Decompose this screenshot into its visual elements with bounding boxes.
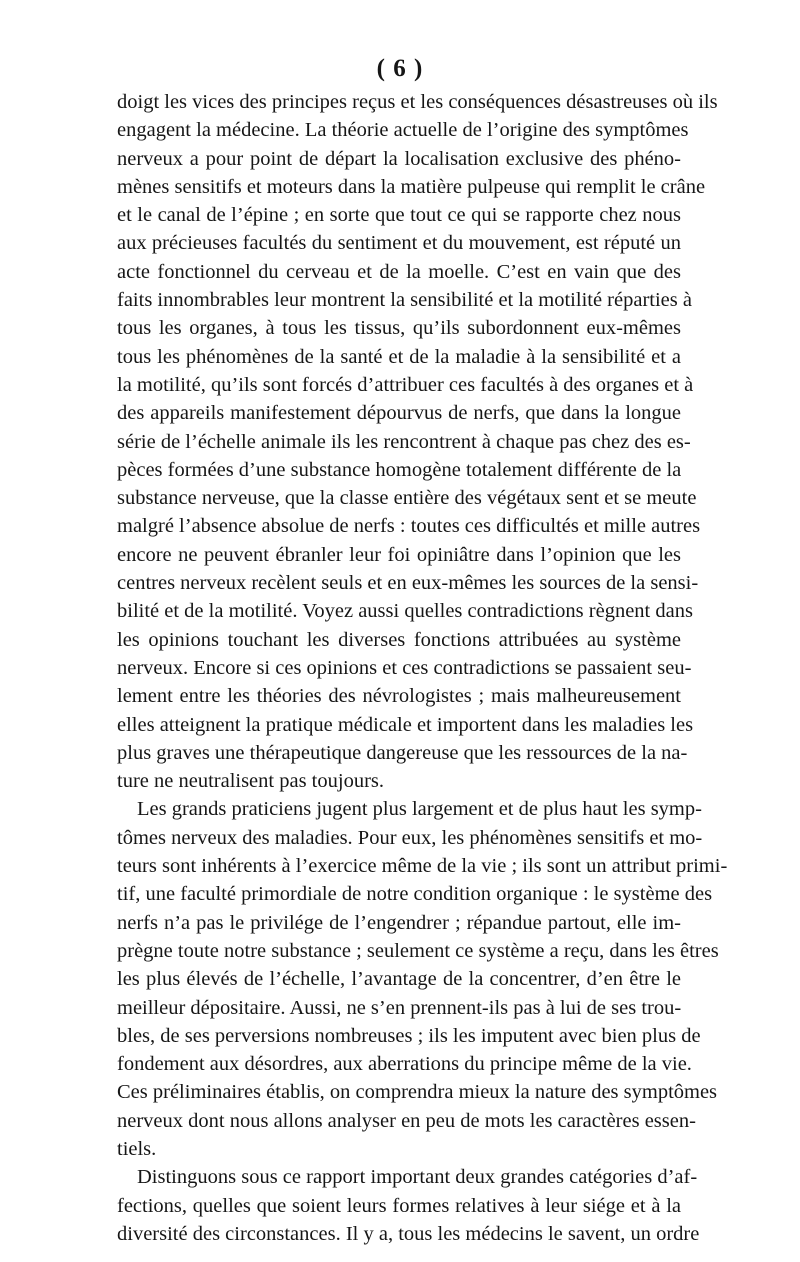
text-line: fondement aux désordres, aux aberrations du principe même de la vie.: [117, 1053, 692, 1076]
paragraph-2: [117, 795, 728, 1163]
text-line: fections, quelles que soient leurs formes relatives à leur siége et à la: [117, 1194, 681, 1217]
paragraph-3: [117, 1163, 700, 1248]
text-line: engagent la médecine. La théorie actuelle de l’origine des symptômes: [117, 119, 689, 142]
paragraph-1: [117, 88, 718, 795]
text-line: tous les organes, à tous les tissus, qu’ils subordonnent eux-mêmes: [117, 317, 681, 340]
text-line: faits innombrables leur montrent la sensibilité et la motilité réparties à: [117, 289, 692, 312]
text-line: tiels.: [117, 1137, 157, 1160]
text-line: lement entre les théories des névrologistes ; mais malheureusement: [117, 685, 681, 708]
text-line: malgré l’absence absolue de nerfs : toutes ces difficultés et mille autres: [117, 515, 701, 538]
text-line: nerveux a pour point de départ la localisation exclusive des phéno-: [117, 147, 681, 170]
page-number: ( 6 ): [376, 55, 424, 82]
text-line: nerveux dont nous allons analyser en peu de mots les caractères essen-: [117, 1109, 696, 1132]
text-line: bilité et de la motilité. Voyez aussi quelles contradictions règnent dans: [117, 600, 693, 623]
text-line: nerveux. Encore si ces opinions et ces contradictions se passaient seu-: [117, 656, 692, 679]
text-line: meilleur dépositaire. Aussi, ne s’en prennent-ils pas à lui de ses trou-: [117, 996, 682, 1019]
text-line: diversité des circonstances. Il y a, tous les médecins le savent, un ordre: [117, 1222, 700, 1245]
text-line: tômes nerveux des maladies. Pour eux, les phénomènes sensitifs et mo-: [117, 826, 703, 849]
text-line: teurs sont inhérents à l’exercice même de la vie ; ils sont un attribut primi-: [117, 855, 728, 878]
text-line: aux précieuses facultés du sentiment et du mouvement, est réputé un: [117, 232, 681, 255]
text-line: Distinguons sous ce rapport important deux grandes catégories d’af-: [137, 1166, 698, 1189]
text-line: la motilité, qu’ils sont forcés d’attribuer ces facultés à des organes et à: [117, 373, 694, 396]
text-line: Ces préliminaires établis, on comprendra mieux la nature des symptômes: [117, 1081, 718, 1104]
text-line: encore ne peuvent ébranler leur foi opiniâtre dans l’opinion que les: [117, 543, 681, 566]
text-line: ture ne neutralisent pas toujours.: [117, 770, 385, 793]
text-line: des appareils manifestement dépourvus de nerfs, que dans la longue: [117, 402, 681, 425]
text-line: mènes sensitifs et moteurs dans la matière pulpeuse qui remplit le crâne: [117, 175, 706, 198]
text-line: série de l’échelle animale ils les rencontrent à chaque pas chez des es-: [117, 430, 691, 453]
text-line: acte fonctionnel du cerveau et de la moelle. C’est en vain que des: [117, 260, 681, 283]
text-line: les plus élevés de l’échelle, l’avantage de la concentrer, d’en être le: [117, 968, 681, 991]
body-text: [117, 88, 728, 1248]
text-line: bles, de ses perversions nombreuses ; ils les imputent avec bien plus de: [117, 1024, 701, 1047]
text-line: plus graves une thérapeutique dangereuse que les ressources de la na-: [117, 741, 688, 764]
text-line: doigt les vices des principes reçus et les conséquences désastreuses où ils: [117, 91, 718, 113]
text-line: prègne toute notre substance ; seulement ce système a reçu, dans les êtres: [117, 939, 719, 962]
text-line: centres nerveux recèlent seuls et en eux-mêmes les sources de la sensi-: [117, 572, 699, 595]
text-line: substance nerveuse, que la classe entière des végétaux sent et se meute: [117, 487, 697, 510]
text-line: et le canal de l’épine ; en sorte que tout ce qui se rapporte chez nous: [117, 204, 681, 227]
text-line: tif, une faculté primordiale de notre condition organique : le système des: [117, 883, 713, 906]
text-line: tous les phénomènes de la santé et de la maladie à la sensibilité et a: [117, 345, 681, 368]
text-line: pèces formées d’une substance homogène totalement différente de la: [117, 458, 682, 481]
text-line: nerfs n’a pas le privilége de l’engendrer ; répandue partout, elle im-: [117, 911, 681, 934]
text-line: Les grands praticiens jugent plus largement et de plus haut les symp-: [137, 798, 702, 821]
text-line: les opinions touchant les diverses fonctions attribuées au système: [117, 628, 681, 651]
text-line: elles atteignent la pratique médicale et importent dans les maladies les: [117, 713, 694, 736]
